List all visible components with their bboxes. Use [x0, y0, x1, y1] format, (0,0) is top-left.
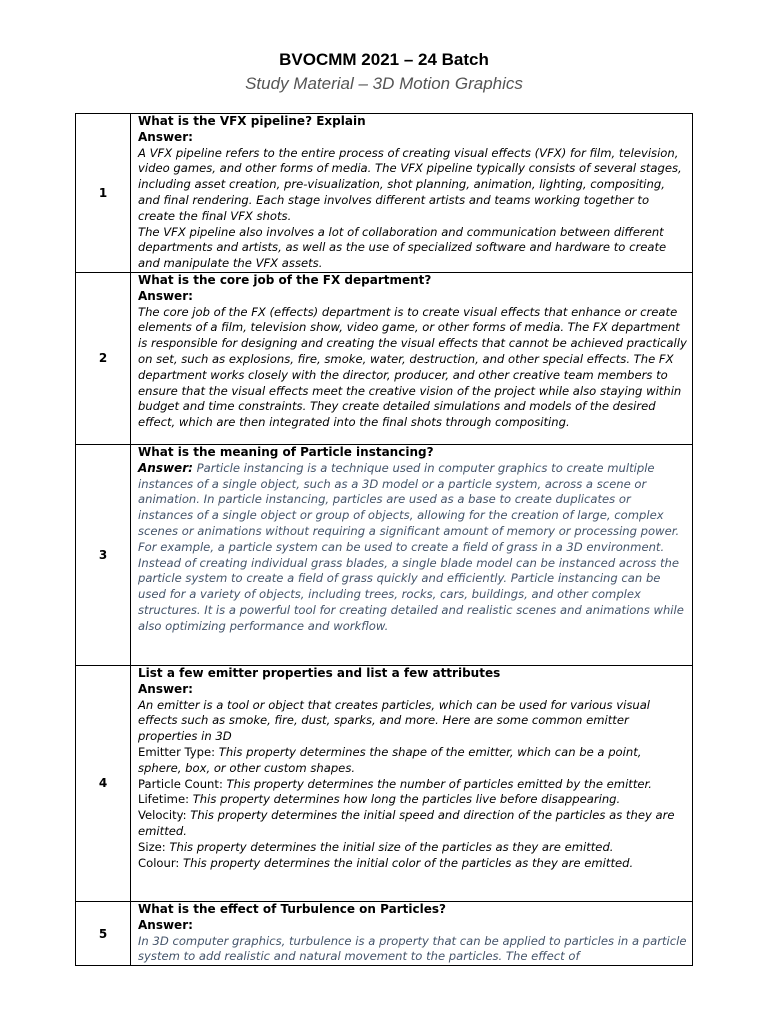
property-name: Velocity: — [138, 808, 187, 823]
emitter-property — [138, 856, 688, 872]
row-content — [131, 901, 693, 965]
row-content — [131, 444, 693, 665]
emitter-property — [138, 777, 688, 793]
row-number: 4 — [76, 665, 131, 901]
answer-label: Answer: — [138, 917, 193, 932]
answer-paragraph: The VFX pipeline also involves a lot of collaboration and communication between different departments and artists, as well as the use of specialized software and hardware to create and manipulate the VFX assets. — [138, 224, 667, 271]
table-row — [76, 114, 693, 273]
property-description: This property determines the initial speed and direction of the particles as they are emitted. — [138, 808, 675, 838]
property-description: This property determines the initial size of the particles as they are emitted. — [169, 839, 614, 854]
row-content — [131, 114, 693, 273]
answer-paragraph: A VFX pipeline refers to the entire process of creating visual effects (VFX) for film, television, video games, and other forms of media. The VFX pipeline typically consists of several stages, including asset creation, pre-visualization, shot planning, animation, lighting, compositing, and final rendering. Each stage involves different artists and teams working together to create the final VFX shots. — [138, 145, 682, 223]
answer-label: Answer: — [138, 288, 193, 303]
row-number: 1 — [76, 114, 131, 273]
answer-label: Answer: — [138, 460, 193, 475]
property-description: This property determines the shape of the emitter, which can be a point, sphere, box, or other custom shapes. — [138, 744, 642, 775]
question-text: What is the VFX pipeline? Explain — [138, 114, 366, 128]
answer-label: Answer: — [138, 681, 193, 696]
property-name: Colour: — [138, 855, 180, 870]
emitter-property — [138, 745, 688, 777]
row-content — [131, 272, 693, 444]
document-title: BVOCMM 2021 – 24 Batch — [279, 50, 489, 69]
emitter-property — [138, 808, 688, 840]
qa-table — [75, 113, 693, 966]
table-row — [76, 901, 693, 965]
row-number: 2 — [76, 272, 131, 444]
table-row — [76, 444, 693, 665]
answer-paragraph: The core job of the FX (effects) department is to create visual effects that enhance or create elements of a film, television show, video game, or other forms of media. The FX department is responsible for designing and creating the visual effects that cannot be achieved practically on set, such as explosions, fire, smoke, water, destruction, and other special effects. The FX department works closely with the director, producer, and other creative team members to ensure that the visual effects meet the creative vision of the project while also staying within budget and time constraints. They create detailed simulations and models of the desired effect, which are then integrated into the final shots through compositing. — [138, 304, 687, 430]
emitter-property — [138, 840, 688, 856]
row-number: 3 — [76, 444, 131, 665]
table-row — [76, 272, 693, 444]
property-name: Emitter Type: — [138, 744, 216, 759]
answer-text: Particle instancing is a technique used in computer graphics to create multiple instances of a single object, such as a 3D model or a particle system, across a scene or animation. In particle instancing, particles are used as a base to create duplicates or instances of a single object or group of objects, allowing for the creation of large, complex scenes or animations without requiring a significant amount of memory or processing power. For example, a particle system can be used to create a field of grass in a 3D environment. Instead of creating individual grass blades, a single blade model can be instanced across the particle system to create a field of grass quickly and efficiently. Particle instancing can be used for a variety of objects, including trees, rocks, cars, buildings, and other complex structures. It is a powerful tool for creating detailed and realistic scenes and animations while also optimizing performance and workflow. — [138, 460, 684, 633]
property-description: This property determines how long the particles live before disappearing. — [192, 792, 621, 807]
row-content — [131, 665, 693, 901]
property-name: Particle Count: — [138, 776, 223, 791]
answer-paragraph — [138, 461, 688, 635]
emitter-property — [138, 792, 688, 808]
answer-label: Answer: — [138, 129, 193, 144]
property-name: Size: — [138, 839, 166, 854]
property-name: Lifetime: — [138, 792, 189, 807]
question-text: List a few emitter properties and list a few attributes — [138, 665, 501, 680]
question-text: What is the effect of Turbulence on Particles? — [138, 901, 446, 916]
question-text: What is the meaning of Particle instancing? — [138, 444, 434, 459]
answer-paragraph: In 3D computer graphics, turbulence is a property that can be applied to particles in a particle system to add realistic and natural movement to the particles. The effect of — [138, 933, 687, 964]
table-row — [76, 665, 693, 901]
answer-intro: An emitter is a tool or object that creates particles, which can be used for various visual effects such as smoke, fire, dust, sparks, and more. Here are some common emitter properties in 3D — [138, 697, 651, 744]
question-text: What is the core job of the FX department? — [138, 272, 432, 287]
row-number: 5 — [76, 901, 131, 965]
property-description: This property determines the number of particles emitted by the emitter. — [226, 776, 652, 791]
document-subtitle: Study Material – 3D Motion Graphics — [245, 74, 523, 93]
property-description: This property determines the initial color of the particles as they are emitted. — [183, 855, 634, 870]
